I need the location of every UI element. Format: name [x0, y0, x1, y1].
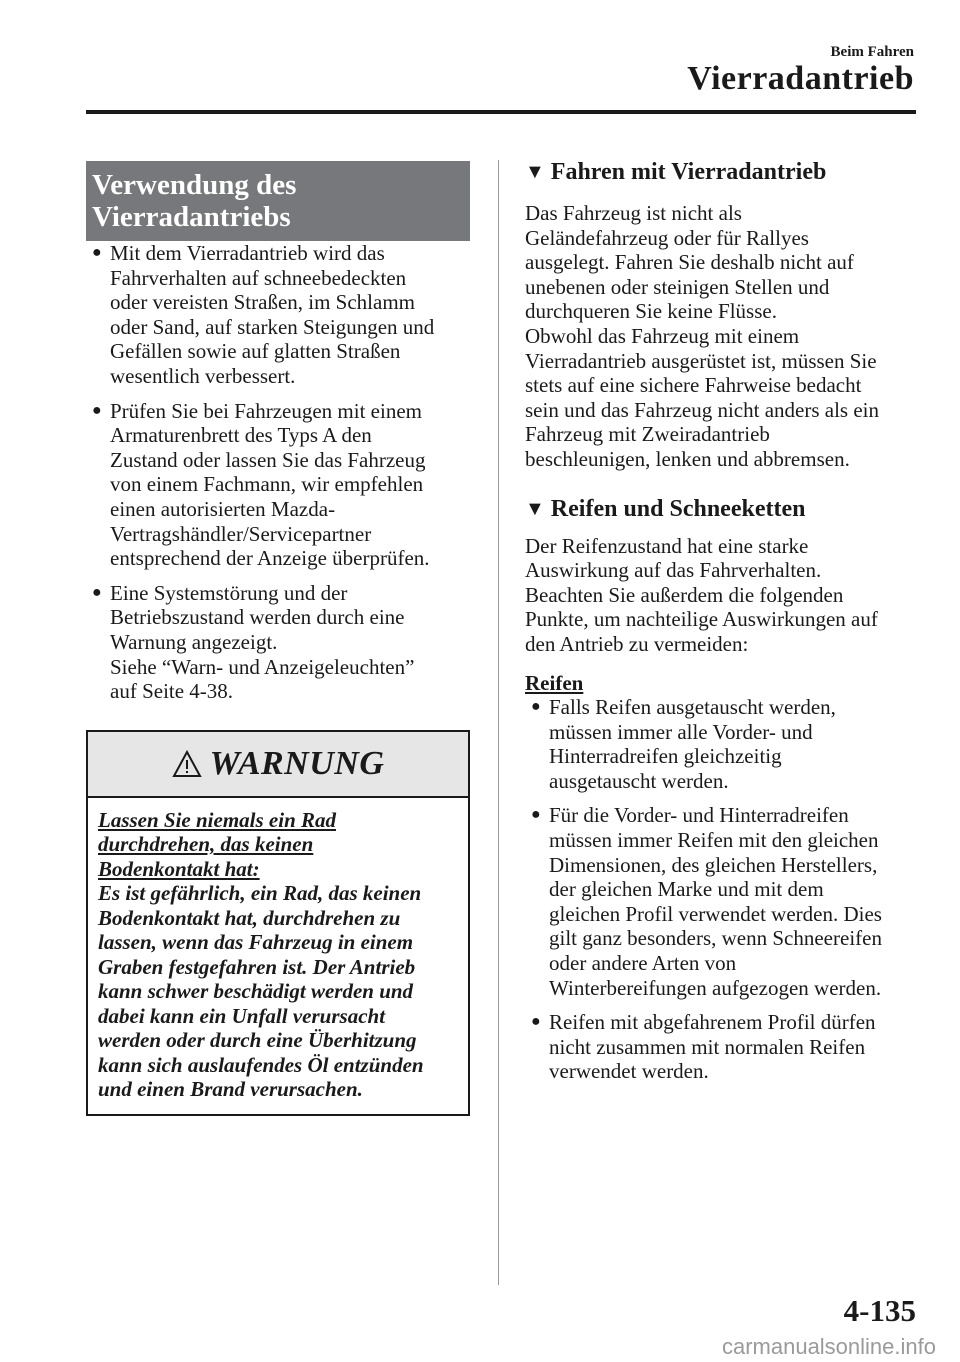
list-item-text: Prüfen Sie bei Fahrzeugen mit einem Armaturenbrett des Typs A den Zustand oder lassen Sie das Fahrzeug von einem Fachmann, wir empfehlen einen autorisierten Mazda- Vertragshändler/Servicepartner entsprechend der Anzeige überprüfen.: [110, 398, 430, 571]
warning-title: WARNUNG: [209, 744, 385, 782]
section-heading-line2: Vierradantriebs: [92, 201, 291, 233]
usage-bullet-list: [86, 241, 470, 704]
section-heading: [86, 161, 470, 241]
list-item: [525, 1010, 920, 1084]
list-item-text: Für die Vorder- und Hinterradreifen müssen immer Reifen mit den gleichen Dimensionen, des gleichen Herstellers, der gleichen Marke und mit dem gleichen Profil verwendet werden. Dies gilt ganz besonders, wenn Schneereifen oder andere Arten von Winterbereifungen aufgezogen werden.: [549, 803, 882, 1000]
list-item: [86, 241, 470, 389]
column-divider: [498, 160, 499, 1285]
list-item-text: Mit dem Vierradantrieb wird das Fahrverhalten auf schneebedeckten oder vereisten Straßen, im Schlamm oder Sand, auf starken Steigungen und Gefällen sowie auf glatten Straßen wesentlich verbessert.: [110, 241, 435, 388]
warning-body: [88, 798, 468, 1114]
list-item-text: Reifen mit abgefahrenem Profil dürfen nicht zusammen mit normalen Reifen verwendet werden.: [549, 1010, 876, 1084]
bullet-icon: ●: [92, 401, 102, 419]
right-column: [525, 157, 920, 1094]
subsection-heading: [525, 494, 920, 524]
list-item: [525, 695, 920, 793]
section-heading-line1: Verwendung des: [92, 169, 297, 201]
triangle-down-icon: ▼: [525, 161, 545, 183]
bullet-icon: ●: [92, 583, 102, 601]
header-divider: [86, 110, 916, 114]
list-item: [525, 803, 920, 1000]
chapter-label: Beim Fahren: [830, 44, 914, 60]
paragraph: Obwohl das Fahrzeug mit einem Vierradantrieb ausgerüstet ist, müssen Sie stets auf eine sichere Fahrweise bedacht sein und das Fahrzeug nicht anders als ein Fahrzeug mit Zweiradantrieb beschleunigen, lenken und abbremsen.: [525, 323, 879, 471]
tire-bullet-list: [525, 695, 920, 1084]
watermark: carmanualsonline.info: [721, 1334, 936, 1359]
warning-triangle-icon: [172, 750, 202, 778]
warning-lead: Lassen Sie niemals ein Rad durchdrehen, das keinen Bodenkontakt hat:: [98, 807, 337, 881]
section-title-header: Vierradantrieb: [687, 60, 914, 97]
warning-header: [88, 732, 468, 798]
list-item: [86, 581, 470, 704]
subheading-reifen: Reifen: [525, 670, 584, 695]
bullet-icon: ●: [531, 698, 541, 716]
triangle-down-icon: ▼: [525, 497, 545, 520]
subsection-heading-text: Fahren mit Vierradantrieb: [550, 159, 827, 185]
subsection-heading: [525, 157, 920, 187]
bullet-icon: ●: [531, 806, 541, 824]
warning-box: [86, 730, 470, 1116]
subsection-heading-text: Reifen und Schneeketten: [550, 495, 806, 522]
list-item: [86, 399, 470, 571]
left-column: [86, 161, 470, 1116]
bullet-icon: ●: [531, 1013, 541, 1031]
page-number: 4-135: [843, 1293, 916, 1328]
list-item-text: Eine Systemstörung und der Betriebszustand werden durch eine Warnung angezeigt. Siehe “Warn- und Anzeigeleuchten” auf Seite 4-38.: [110, 580, 415, 704]
paragraph: Das Fahrzeug ist nicht als Geländefahrzeug oder für Rallyes ausgelegt. Fahren Sie deshalb nicht auf unebenen oder steinigen Stellen und durchqueren Sie keine Flüsse.: [525, 201, 854, 324]
paragraph: Der Reifenzustand hat eine starke Auswirkung auf das Fahrverhalten. Beachten Sie außerdem die folgenden Punkte, um nachteilige Auswirkungen auf den Antrieb zu vermeiden:: [525, 533, 878, 656]
warning-text: Es ist gefährlich, ein Rad, das keinen Bodenkontakt hat, durchdrehen zu lassen, wenn das Fahrzeug in einem Graben festgefahren ist. Der Antrieb kann schwer beschädigt werden und dabei kann ein Unfall verursacht werden oder durch eine Überhitzung kann sich auslaufendes Öl entzünden und einen Brand verursachen.: [98, 881, 424, 1102]
bullet-icon: ●: [92, 244, 102, 261]
list-item-text: Falls Reifen ausgetauscht werden, müssen immer alle Vorder- und Hinterradreifen gleichzeitig ausgetauscht werden.: [549, 695, 836, 793]
